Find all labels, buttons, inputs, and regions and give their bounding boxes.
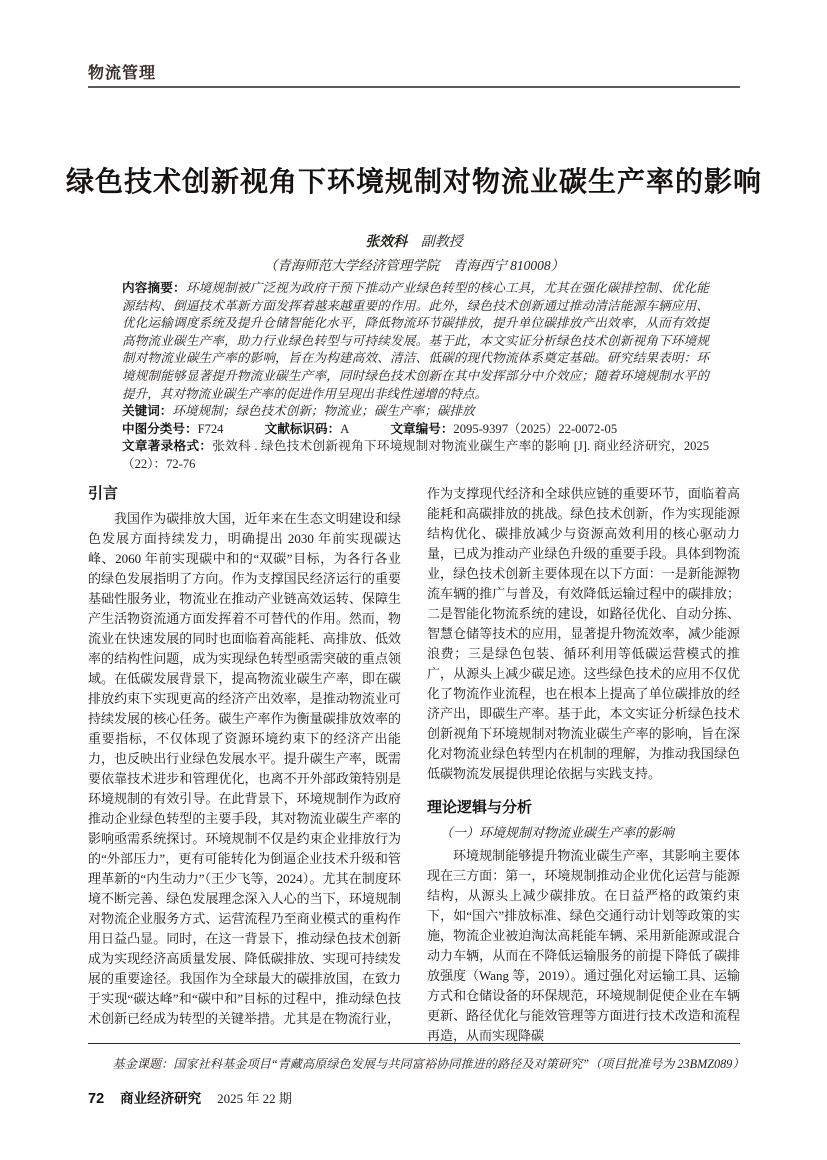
abstract-text: 环境规制被广泛视为政府干预下推动产业绿色转型的核心工具，尤其在强化碳排控制、优化能源结构、倒逼技术革新方面发挥着越来越重要的作用。此外，绿色技术创新通过推动清洁能源车辆应用、优化运输调度系统及提升仓储智能化水平，降低物流环节碳排放，提升单位碳排放产出效率，从而有效提高物流业碳生产率，助力行业绿色转型与可持续发展。基于此，本文实证分析绿色技术创新视角下环境规制对物流业碳生产率的影响，旨在为构建高效、清洁、低碳的现代物流体系奠定基础。研究结果表明：环境规制能够显著提升物流业碳生产率，同时绿色技术创新在其中发挥部分中介效应；随着环境规制水平的提升，其对物流业碳生产率的促进作用呈现出非线性递增的特点。 xyxy=(122,281,710,401)
article-id-group xyxy=(390,422,617,436)
doc-code-label: 文献标识码： xyxy=(264,421,341,436)
keywords-text: 环境规制；绿色技术创新；物流业；碳生产率；碳排放 xyxy=(172,404,475,419)
theory-paragraph: 环境规制能够提升物流业碳生产率，其影响主要体现在三方面：第一，环境规制推动企业优化运营与能源结构，从源头上减少碳排放。在日益严格的政策约束下，如“国六”排放标准、绿色交通行动计划等政策的实施，物流企业被迫淘汰高耗能车辆、采用新能源或混合动力车辆，从而在不降低运输服务的前提下降低了碳排放强度（Wang 等，2019）。通过强化对运输工具、运输方式和仓储设备的环保规范，环境规制促使企业在车辆更新、路径优化与能效管理等方面进行技术改造和流程再造，从而实现降碳 xyxy=(427,848,740,1043)
doc-code-group xyxy=(265,422,350,436)
page-number: 72 xyxy=(88,1091,105,1107)
abstract-paragraph xyxy=(122,280,709,403)
theory-subheading: （一）环境规制对物流业碳生产率的影响 xyxy=(440,825,675,840)
header-divider xyxy=(88,86,740,88)
footnote-divider xyxy=(88,1043,740,1044)
keywords-label: 关键词： xyxy=(122,404,173,419)
continued-paragraph: 作为支撑现代经济和全球供应链的重要环节，面临着高能耗和高碳排放的挑战。绿色技术创新，作为实现能源结构优化、碳排放减少与资源高效利用的核心驱动力量，已成为推动产业绿色升级的重要手段。具体到物流业，绿色技术创新主要体现在以下方面：一是新能源物流车辆的推广与普及，有效降低运输过程中的碳排放；二是智能化物流系统的建设，如路径优化、自动分拣、智慧仓储等技术的应用，显著提升物流效率，减少能源浪费；三是绿色包装、循环利用等低碳运营模式的推广，从源头上减少碳足迹。这些绿色技术的应用不仅优化了物流作业流程，也在根本上提高了单位碳排放的经济产出，即碳生产率。基于此，本文实证分析绿色技术创新视角下环境规制对物流业碳生产率的影响，旨在深化对物流业绿色转型内在机制的理解，为推动我国绿色低碳物流发展提供理论依据与实践支持。 xyxy=(427,486,740,781)
intro-paragraph: 我国作为碳排放大国，近年来在生态文明建设和绿色发展方面持续发力，明确提出 2030 年前实现碳达峰、2060 年前实现碳中和的“双碳”目标，为各行各业的绿色发展指明了方向。作为支撑国民经济运行的重要基础性服务业，物流业在推动产业链高效运转、保障生产生活物资流通方面发挥着不可替代的作用。然而，物流业在快速发展的同时也面临着高能耗、高排放、低效率的结构性问题，成为实现绿色转型亟需突破的重点领域。在低碳发展背景下，提高物流业碳生产率，即在碳排放约束下实现更高的经济产出效率，是推动物流业可持续发展的核心任务。碳生产率作为衡量碳排放效率的重要指标，不仅体现了资源环境约束下的经济产出能力，也反映出行业绿色发展水平。提升碳生产率，既需要依靠技术进步和管理优化，也离不开外部政策特别是环境规制的有效引导。在此背景下，环境规制作为政府推动企业绿色转型的主要手段，其对物流业碳生产率的影响亟需系统探讨。环境规制不仅是约束企业排放行为的“外部压力”，更有可能转化为倒逼企业技术升级和管理革新的“内生动力”（王少飞等，2024）。尤其在制度环境不断完善、绿色发展理念深入人心的当下，环境规制对物流企业服务方式、运营流程乃至商业模式的重构作用日益凸显。同时，在这一背景下，推动绿色技术创新成为实现经济高质量发展、降低碳排放、实现可持续发展的重要途径。我国作为全球最大的碳排放国，在致力于实现“碳达峰”和“碳中和”目标的过程中，推动绿色技术创新已经成为转型的关键举措。尤其是在物流行业， xyxy=(88,511,401,1026)
clc-group xyxy=(122,422,223,436)
doc-code-value: A xyxy=(340,421,350,436)
citation-line xyxy=(122,438,709,473)
right-column xyxy=(427,484,740,1046)
abstract-block xyxy=(122,280,709,474)
author-line xyxy=(44,231,784,251)
issue-info: 2025 年 22 期 xyxy=(217,1091,292,1106)
keywords-line xyxy=(122,403,709,421)
article-body xyxy=(88,484,740,1046)
citation-label: 文章著录格式： xyxy=(122,439,213,454)
affiliation: （青海师范大学经济管理学院 青海西宁 810008） xyxy=(263,258,565,273)
page-footer xyxy=(88,1087,292,1107)
author-name: 张效科 xyxy=(365,235,408,250)
classification-line xyxy=(122,421,709,439)
citation-text: 张效科 . 绿色技术创新视角下环境规制对物流业碳生产率的影响 [J]. 商业经济研究，2025（22）：72-76 xyxy=(122,439,710,471)
funding-footnote: 基金课题：国家社科基金项目“青藏高原绿色发展与共同富裕协同推进的路径及对策研究”（项目批准号为 23BMZ089） xyxy=(112,1057,745,1071)
theory-heading: 理论逻辑与分析 xyxy=(427,799,533,816)
abstract-label: 内容摘要： xyxy=(122,281,186,295)
journal-name: 商业经济研究 xyxy=(120,1091,202,1106)
article-title: 绿色技术创新视角下环境规制对物流业碳生产率的影响 xyxy=(65,166,762,197)
left-column xyxy=(88,484,401,1046)
intro-heading: 引言 xyxy=(88,485,119,502)
author-title: 副教授 xyxy=(420,235,463,250)
clc-label: 中图分类号： xyxy=(122,421,198,436)
article-id-value: 2095-9397（2025）22-0072-05 xyxy=(453,421,618,436)
clc-value: F724 xyxy=(197,421,224,436)
article-id-label: 文章编号： xyxy=(390,421,454,436)
category-label: 物流管理 xyxy=(88,65,157,82)
